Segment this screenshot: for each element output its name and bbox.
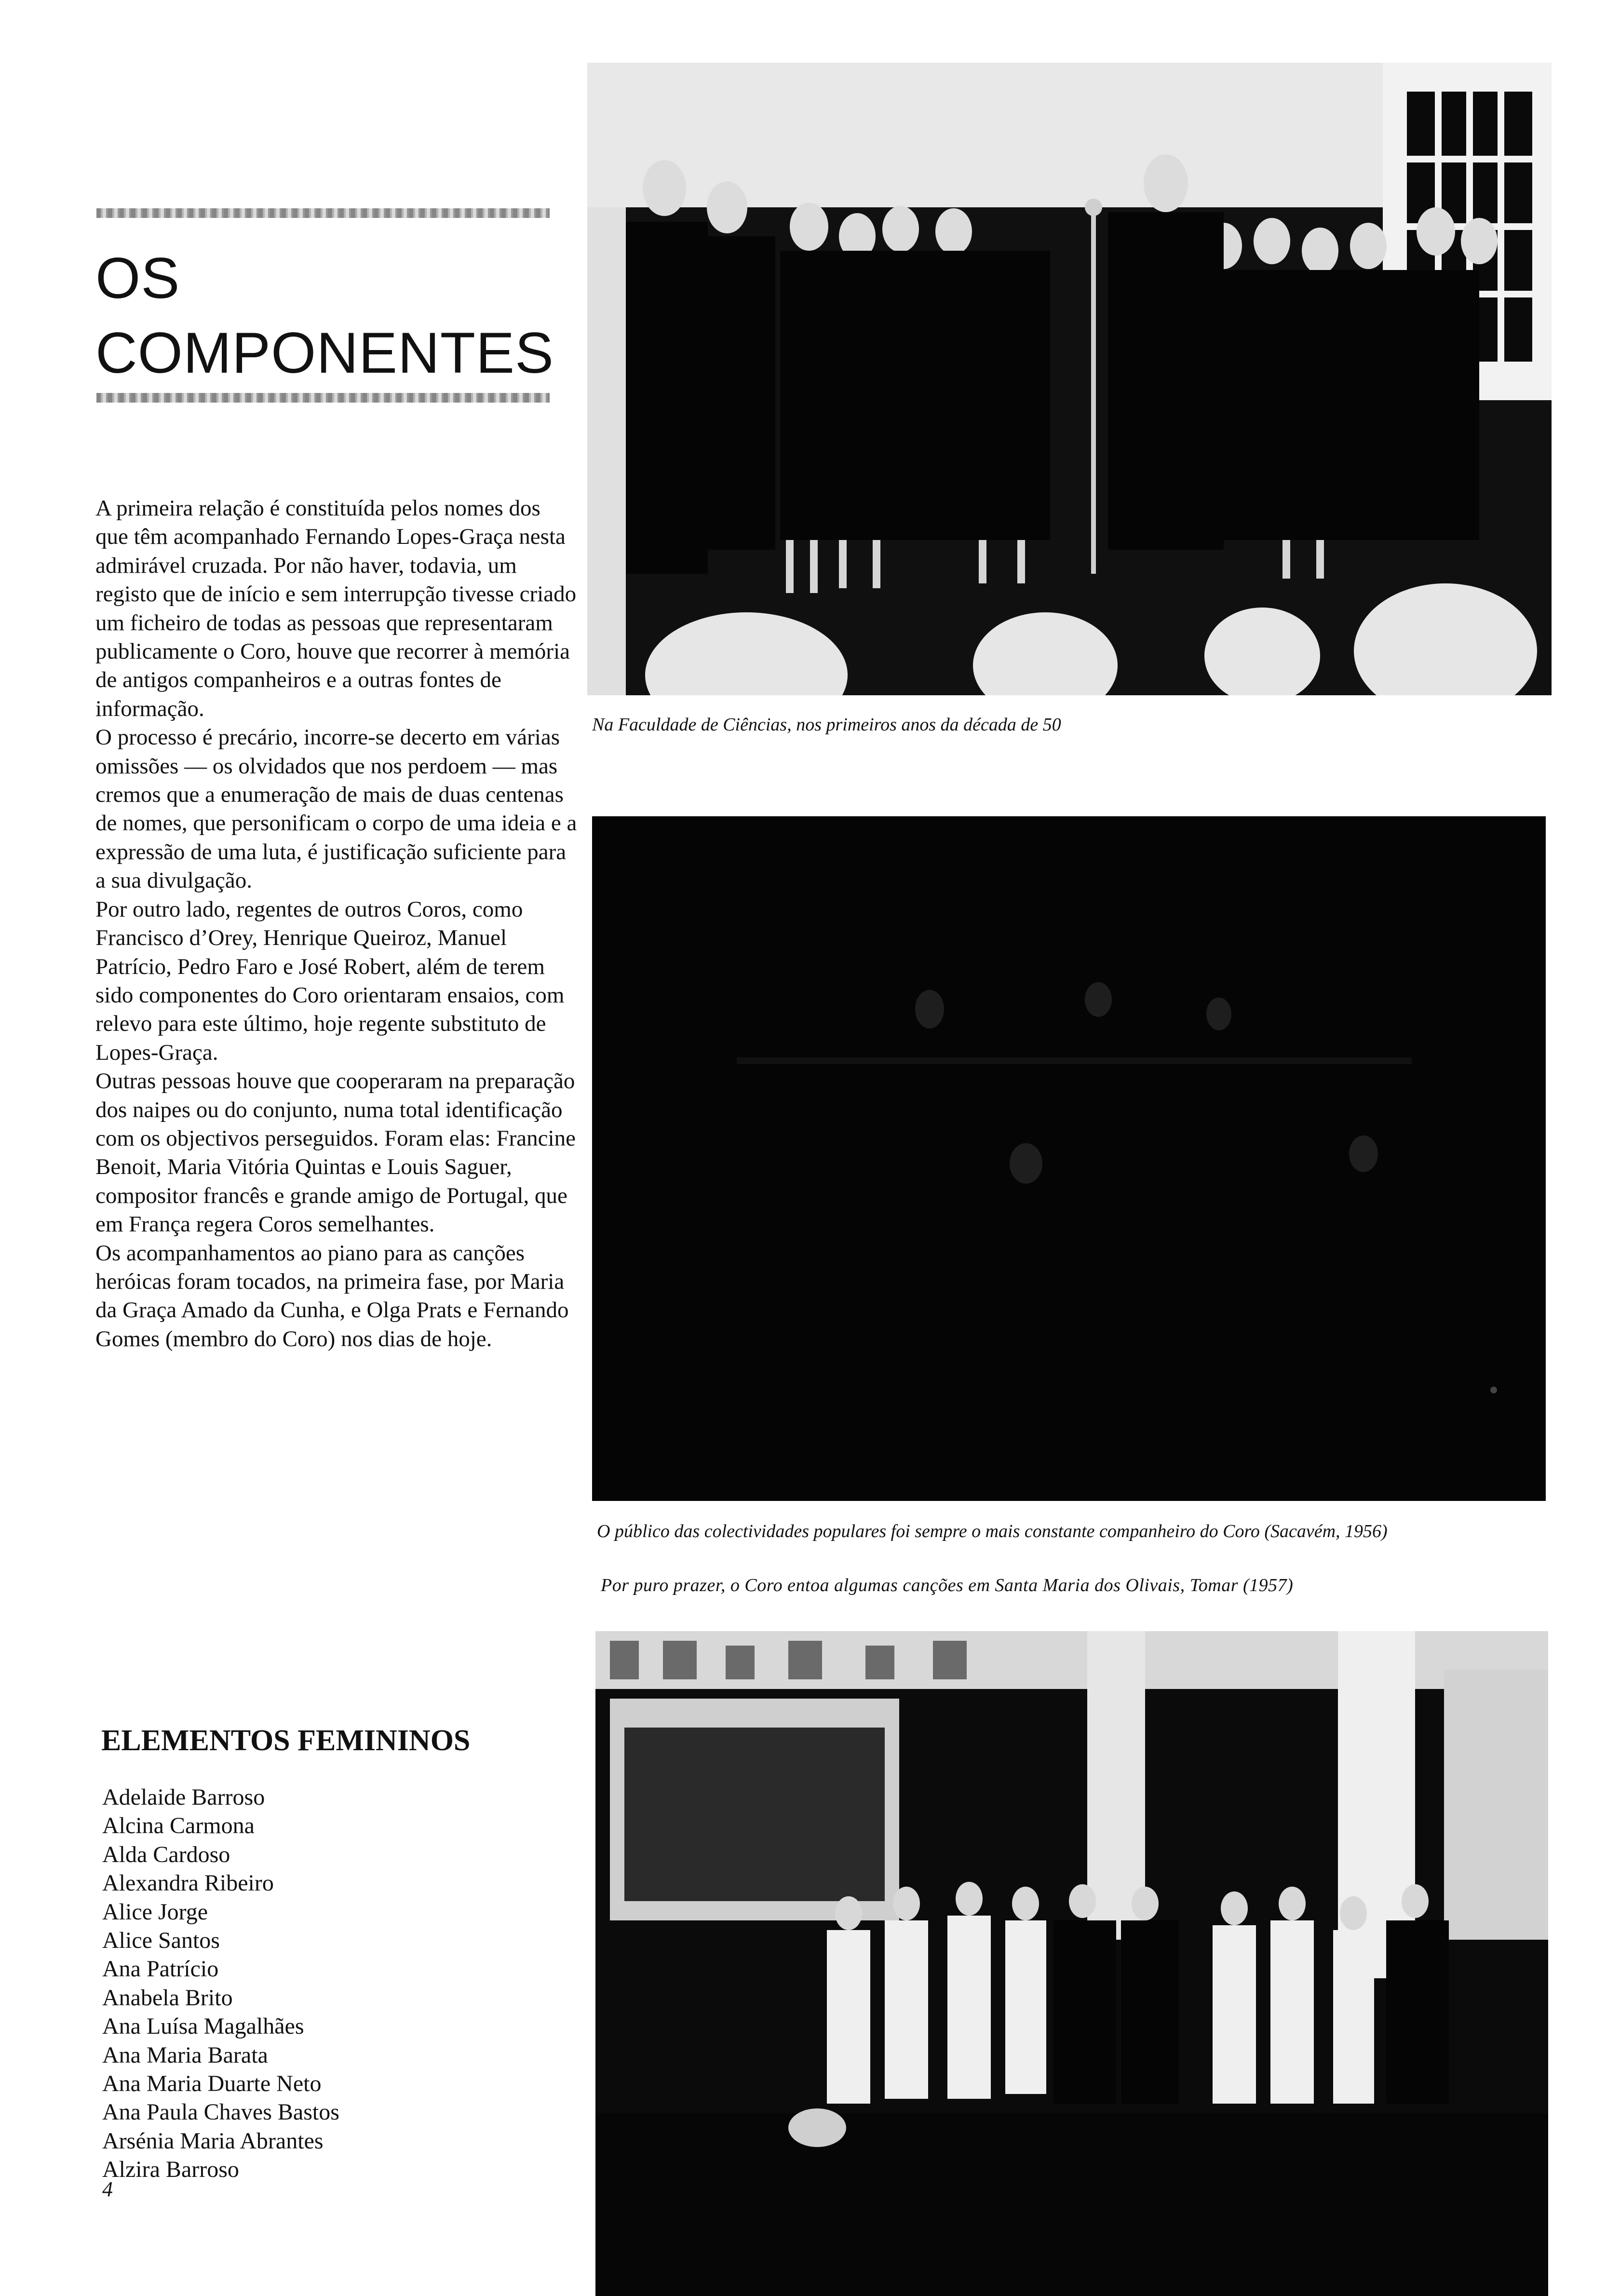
intro-paragraph: Outras pessoas houve que cooperaram na preparação dos naipes ou do conjunto, numa total identificação com os objectivos perseguidos. Foram elas: Francine Benoit, Maria Vitória Quintas e Louis Saguer, compositor francês e grande amigo de Portugal, que em França regera Coros semelhantes. <box>95 1068 576 1237</box>
member-name: Ana Paula Chaves Bastos <box>102 2099 339 2125</box>
page-title <box>95 241 568 391</box>
intro-paragraph: O processo é precário, incorre-se decerto em várias omissões — os olvidados que nos perdoem — mas cremos que a enumeração de mais de duas centenas de nomes, que personificam o corpo de uma ideia e a expressão de uma luta, é justificação suficiente para a sua divulgação. <box>95 725 577 893</box>
photo-choir-faculty-caption: Na Faculdade de Ciências, nos primeiros anos da década de 50 <box>592 715 1061 735</box>
title-rule-top <box>96 208 550 218</box>
member-list <box>102 1783 339 2184</box>
intro-text <box>95 494 578 1353</box>
photo-choir-tomar-caption: Por puro prazer, o Coro entoa algumas canções em Santa Maria dos Olivais, Tomar (1957) <box>601 1575 1294 1595</box>
photo-choir-faculty <box>587 63 1552 695</box>
member-name: Ana Maria Duarte Neto <box>102 2071 322 2097</box>
section-heading: ELEMENTOS FEMININOS <box>101 1724 471 1757</box>
intro-paragraph: Os acompanhamentos ao piano para as canções heróicas foram tocados, na primeira fase, por Maria da Graça Amado da Cunha, e Olga Prats e Fernando Gomes (membro do Coro) nos dias de hoje. <box>95 1240 569 1351</box>
member-name: Ana Luísa Magalhães <box>102 2013 304 2039</box>
member-name: Alice Jorge <box>102 1899 208 1925</box>
page-title-line-2: COMPONENTES <box>95 321 554 385</box>
photo-choir-faculty-image <box>587 63 1552 695</box>
member-name: Alcina Carmona <box>102 1813 255 1839</box>
intro-paragraph: A primeira relação é constituída pelos nomes dos que têm acompanhado Fernando Lopes-Graça nesta admirável cruzada. Por não haver, todavia, um registo que de início e sem interrupção tivesse criado um ficheiro de todas as pessoas que representaram publicamente o Coro, houve que recorrer à memória de antigos companheiros e a outras fontes de informação. <box>95 496 577 721</box>
photo-audience-sacavem-image <box>592 816 1546 1501</box>
member-name: Ana Maria Barata <box>102 2042 268 2068</box>
intro-paragraph: Por outro lado, regentes de outros Coros, como Francisco d’Orey, Henrique Queiroz, Manuel Patrício, Pedro Faro e José Robert, além de terem sido componentes do Coro orientaram ensaios, com relevo para este último, hoje regente substituto de Lopes-Graça. <box>95 896 565 1065</box>
page-number: 4 <box>102 2177 113 2201</box>
photo-choir-tomar <box>595 1631 1548 2296</box>
photo-choir-tomar-image <box>595 1631 1548 2296</box>
member-name: Alexandra Ribeiro <box>102 1870 274 1896</box>
member-name: Anabela Brito <box>102 1985 233 2011</box>
member-name: Alda Cardoso <box>102 1841 230 1867</box>
member-name: Alice Santos <box>102 1928 220 1954</box>
title-rule-bottom <box>96 393 550 403</box>
photo-audience-sacavem-caption: O público das colectividades populares foi sempre o mais constante companheiro do Coro (Sacavém, 1956) <box>597 1521 1388 1541</box>
member-name: Ana Patrício <box>102 1956 219 1982</box>
photo-audience-sacavem <box>592 816 1546 1501</box>
member-name: Arsénia Maria Abrantes <box>102 2128 324 2154</box>
member-name: Alzira Barroso <box>102 2157 239 2183</box>
page-title-line-1: OS <box>95 246 180 311</box>
member-name: Adelaide Barroso <box>102 1784 265 1810</box>
